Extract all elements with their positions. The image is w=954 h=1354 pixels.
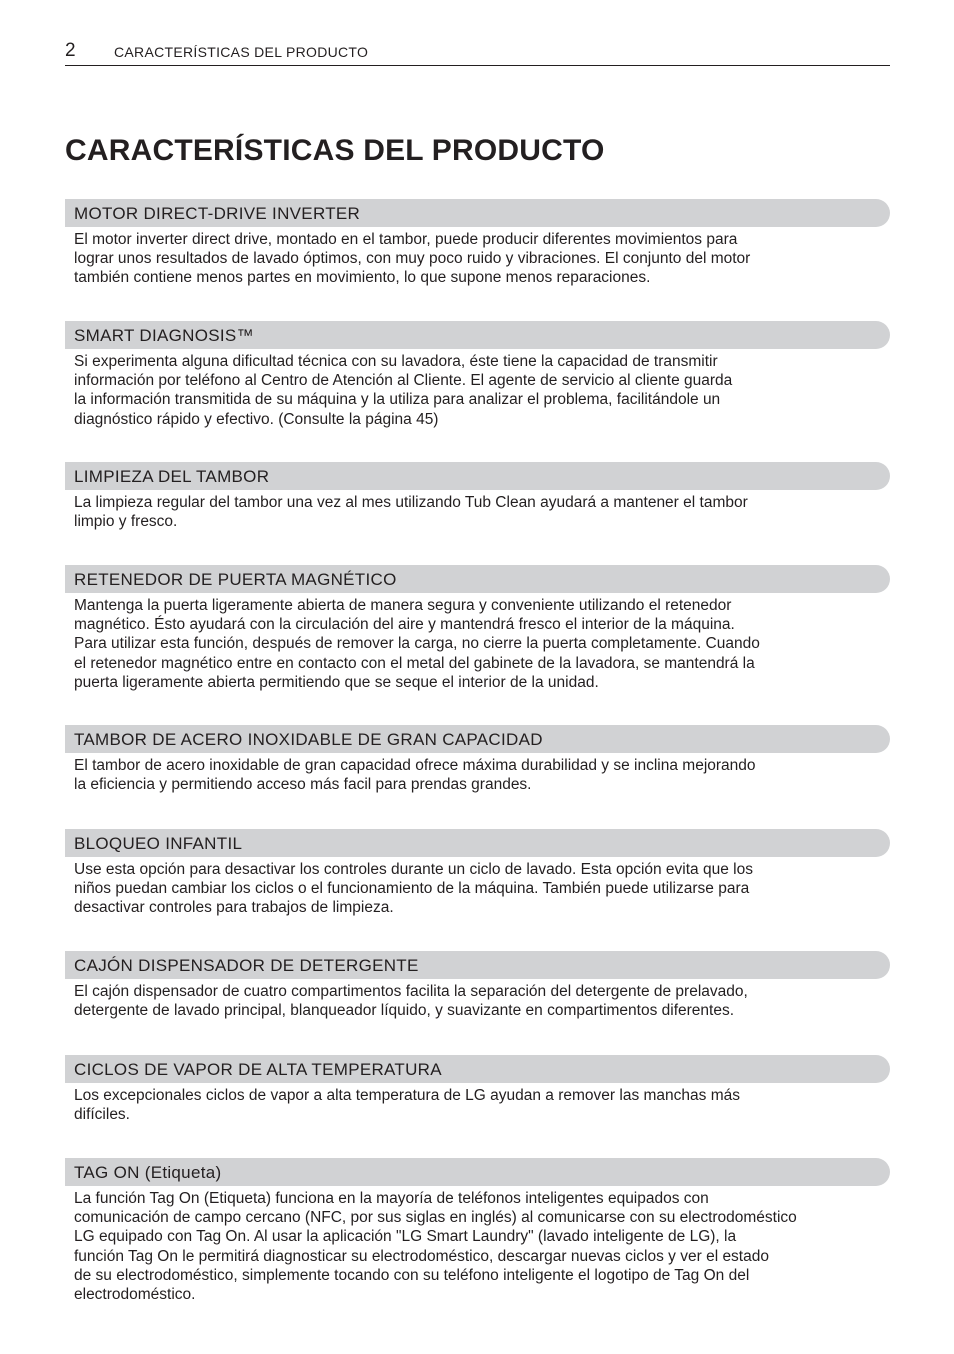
body-line: lograr unos resultados de lavado óptimos, con muy poco ruido y vibraciones. El conjunto del motor — [74, 250, 751, 268]
body-line: Los excepcionales ciclos de vapor a alta temperatura de LG ayudan a remover las manchas más — [74, 1087, 740, 1104]
section-tambor-acero — [65, 725, 890, 794]
section-heading: RETENEDOR DE PUERTA MAGNÉTICO — [65, 565, 890, 593]
section-bloqueo-infantil — [65, 829, 890, 918]
body-line: LG equipado con Tag On. Al usar la aplicación "LG Smart Laundry" (lavado inteligente de LG), la — [74, 1228, 737, 1246]
section-body — [65, 756, 890, 794]
section-body — [65, 493, 890, 531]
section-heading: TAMBOR DE ACERO INOXIDABLE DE GRAN CAPACIDAD — [65, 725, 890, 753]
section-heading: LIMPIEZA DEL TAMBOR — [65, 462, 890, 490]
body-line: de su electrodoméstico, simplemente tocando con su teléfono inteligente el logotipo de Tag On del — [74, 1266, 750, 1284]
body-line: difíciles. — [74, 1106, 130, 1124]
section-cajon-dispensador — [65, 951, 890, 1020]
body-line: niños puedan cambiar los ciclos o el funcionamiento de la máquina. También puede utilizarse para — [74, 880, 750, 898]
body-line: también contiene menos partes en movimiento, lo que supone menos reparaciones. — [74, 269, 651, 287]
section-heading: MOTOR DIRECT-DRIVE INVERTER — [65, 199, 890, 227]
body-line: El cajón dispensador de cuatro compartimentos facilita la separación del detergente de prelavado, — [74, 983, 748, 1000]
section-body — [65, 352, 890, 429]
body-line: comunicación de campo cercano (NFC, por sus siglas en inglés) al comunicarse con su electrodoméstico — [74, 1209, 797, 1227]
section-body — [65, 982, 890, 1020]
body-line: desactivar controles para trabajos de limpieza. — [74, 899, 394, 917]
section-body — [65, 1086, 890, 1124]
body-line: El motor inverter direct drive, montado en el tambor, puede producir diferentes movimientos para — [74, 231, 738, 248]
body-line: magnético. Ésto ayudará con la circulación del aire y mantendrá fresco el interior de la máquina. — [74, 616, 735, 634]
section-heading: CAJÓN DISPENSADOR DE DETERGENTE — [65, 951, 890, 979]
section-motor-direct-drive — [65, 199, 890, 288]
body-line: Mantenga la puerta ligeramente abierta de manera segura y conveniente utilizando el retenedor — [74, 597, 732, 614]
section-retenedor-puerta — [65, 565, 890, 692]
section-body — [65, 860, 890, 918]
body-line: puerta ligeramente abierta permitiendo que se seque el interior de la unidad. — [74, 673, 599, 691]
section-heading: BLOQUEO INFANTIL — [65, 829, 890, 857]
body-line: Use esta opción para desactivar los controles durante un ciclo de lavado. Esta opción evita que los — [74, 861, 753, 878]
section-heading: CICLOS DE VAPOR DE ALTA TEMPERATURA — [65, 1055, 890, 1083]
body-line: electrodoméstico. — [74, 1286, 196, 1304]
body-line: limpio y fresco. — [74, 513, 178, 531]
body-line: Para utilizar esta función, después de remover la carga, no cierre la puerta completamente. Cuando — [74, 635, 760, 653]
body-line: información por teléfono al Centro de Atención al Cliente. El agente de servicio al cliente guarda — [74, 372, 733, 390]
running-title: CARACTERÍSTICAS DEL PRODUCTO — [114, 44, 369, 60]
body-line: La limpieza regular del tambor una vez al mes utilizando Tub Clean ayudará a mantener el tambor — [74, 494, 748, 511]
page-title: CARACTERÍSTICAS DEL PRODUCTO — [65, 134, 605, 167]
section-body — [65, 230, 890, 288]
body-line: diagnóstico rápido y efectivo. (Consulte la página 45) — [74, 410, 439, 428]
body-line: Si experimenta alguna dificultad técnica con su lavadora, éste tiene la capacidad de transmitir — [74, 353, 718, 370]
body-line: la eficiencia y permitiendo acceso más facil para prendas grandes. — [74, 776, 532, 794]
body-line: El tambor de acero inoxidable de gran capacidad ofrece máxima durabilidad y se inclina mejorando — [74, 757, 756, 774]
section-heading: TAG ON (Etiqueta) — [65, 1158, 890, 1186]
section-ciclos-vapor — [65, 1055, 890, 1124]
section-tag-on — [65, 1158, 890, 1304]
section-heading: SMART DIAGNOSIS™ — [65, 321, 890, 349]
page-number: 2 — [65, 40, 76, 61]
page-header — [65, 38, 890, 66]
body-line: el retenedor magnético entre en contacto con el metal del gabinete de la lavadora, se mantendrá la — [74, 654, 755, 672]
body-line: función Tag On le permitirá diagnosticar su electrodoméstico, descargar nuevas ciclos y ver el estado — [74, 1247, 769, 1265]
section-smart-diagnosis — [65, 321, 890, 429]
section-limpieza-tambor — [65, 462, 890, 531]
section-body — [65, 1189, 890, 1304]
body-line: la información transmitida de su máquina y la utiliza para analizar el problema, facilitándole un — [74, 391, 721, 409]
body-line: La función Tag On (Etiqueta) funciona en la mayoría de teléfonos inteligentes equipados con — [74, 1190, 709, 1207]
section-body — [65, 596, 890, 692]
body-line: detergente de lavado principal, blanqueador líquido, y suavizante en compartimentos diferentes. — [74, 1002, 735, 1020]
